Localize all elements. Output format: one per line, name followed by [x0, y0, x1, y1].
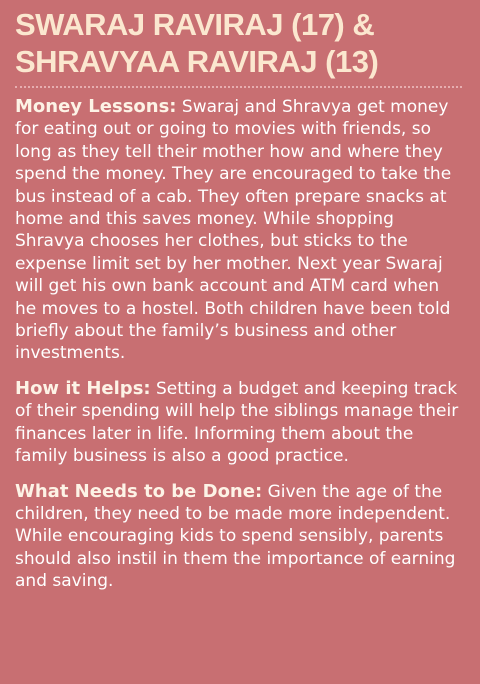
section-body: Given the age of the children, they need to be made more independent. While encouraging kids to spend sensibly, parents should also instil in them the importance of earning and saving. [15, 481, 456, 592]
header-line-2: SHRAVYAA RAVIRAJ (13) [15, 44, 379, 79]
section-what-needs-to-be-done [15, 481, 462, 593]
section-how-it-helps [15, 378, 462, 468]
section-lead: What Needs to be Done: [15, 480, 263, 502]
section-money-lessons [15, 96, 462, 365]
section-lead: Money Lessons: [15, 96, 177, 117]
header-line-1: SWARAJ RAVIRAJ (17) & [15, 7, 375, 42]
dotted-divider [15, 86, 462, 88]
section-lead: How it Helps: [15, 377, 151, 399]
section-body: Setting a budget and keeping track of their spending will help the siblings manage their finances later in life. Informing them about the family business is also a good practice. [15, 378, 459, 467]
header-title [15, 6, 462, 80]
section-body: Swaraj and Shravya get money for eating out or going to movies with friends, so long as they tell their mother how and where they spend the money. They are encouraged to take the bus instead of a cab. They often prepare snacks at home and this saves money. While shopping Shravya chooses her clothes, but sticks to the expense limit set by her mother. Next year Swaraj will get his own bank account and ATM card when he moves to a hostel. Both children have been told briefly about the family’s business and other investments. [15, 97, 452, 364]
